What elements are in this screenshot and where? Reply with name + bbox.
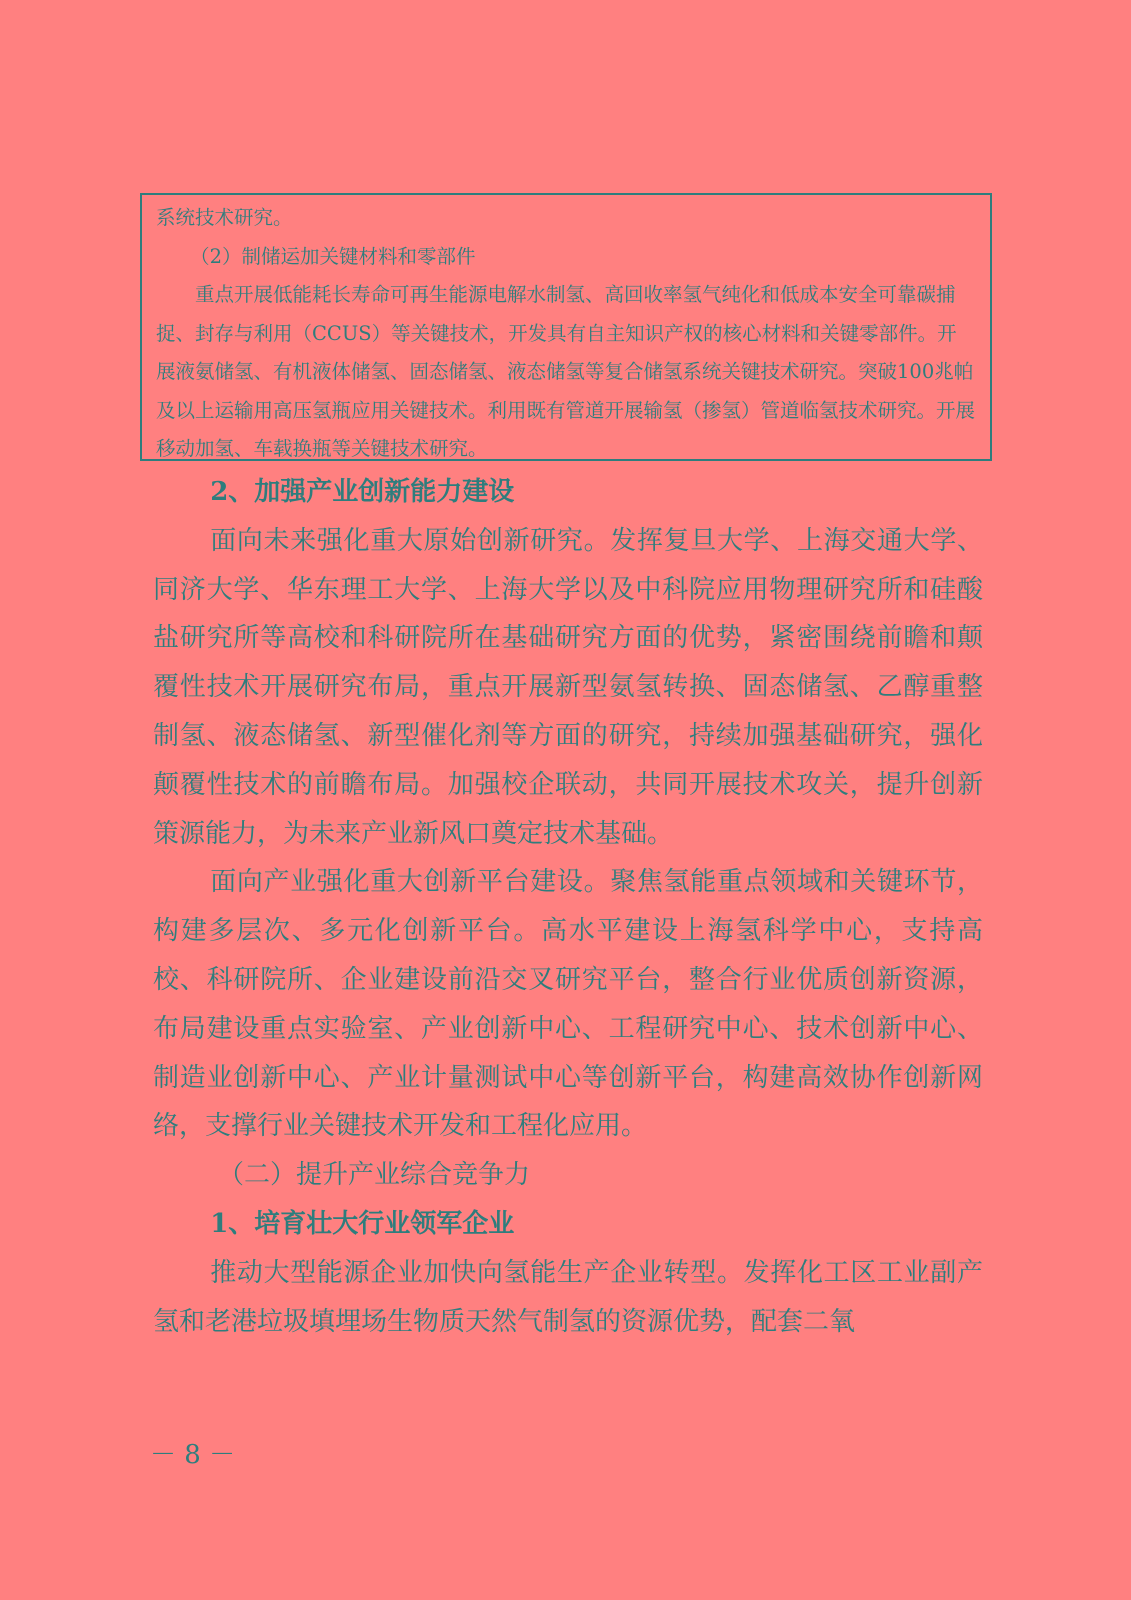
main-body-text bbox=[153, 468, 983, 1346]
box-paragraph: 重点开展低能耗长寿命可再生能源电解水制氢、高回收率氢气纯化和低成本安全可靠碳捕捉、封存与利用（CCUS）等关键技术，开发具有自主知识产权的核心材料和关键零部件。开展液氨储氢、有机液体储氢、固态储氢、液态储氢等复合储氢系统关键技术研究。突破100兆帕及以上运输用高压氢瓶应用关键技术。利用既有管道开展输氢（掺氢）管道临氢技术研究。开展移动加氢、车载换瓶等关键技术研究。 bbox=[156, 283, 976, 460]
paragraph-energy-enterprises: 推动大型能源企业加快向氢能生产企业转型。发挥化工区工业副产氢和老港垃圾填埋场生物质天然气制氢的资源优势，配套二氧 bbox=[153, 1257, 983, 1337]
paragraph-original-innovation: 面向未来强化重大原始创新研究。发挥复旦大学、上海交通大学、同济大学、华东理工大学、上海大学以及中科院应用物理研究所和硅酸盐研究所等高校和科研院所在基础研究方面的优势，紧密围绕前瞻和颠覆性技术开展研究布局，重点开展新型氨氢转换、固态储氢、乙醇重整制氢、液态储氢、新型催化剂等方面的研究，持续加强基础研究，强化颠覆性技术的前瞻布局。加强校企联动，共同开展技术攻关，提升创新策源能力，为未来产业新风口奠定技术基础。 bbox=[153, 525, 983, 849]
highlighted-text-box bbox=[140, 193, 992, 461]
section-heading-competitiveness: （二）提升产业综合竞争力 bbox=[218, 1160, 531, 1191]
box-continuation-text: 系统技术研究。 bbox=[156, 206, 293, 229]
paragraph-innovation-platform: 面向产业强化重大创新平台建设。聚焦氢能重点领域和关键环节，构建多层次、多元化创新平台。高水平建设上海氢科学中心，支持高校、科研院所、企业建设前沿交叉研究平台，整合行业优质创新资源，布局建设重点实验室、产业创新中心、工程研究中心、技术创新中心、制造业创新中心、产业计量测试中心等创新平台，构建高效协作创新网络，支撑行业关键技术开发和工程化应用。 bbox=[153, 867, 983, 1142]
box-subheading: （2）制储运加关键材料和零部件 bbox=[190, 244, 476, 268]
page-number: － 8 － bbox=[150, 1440, 236, 1470]
section-heading-innovation: 2、加强产业创新能力建设 bbox=[210, 477, 515, 507]
section-heading-leading-enterprises: 1、培育壮大行业领军企业 bbox=[210, 1208, 515, 1239]
